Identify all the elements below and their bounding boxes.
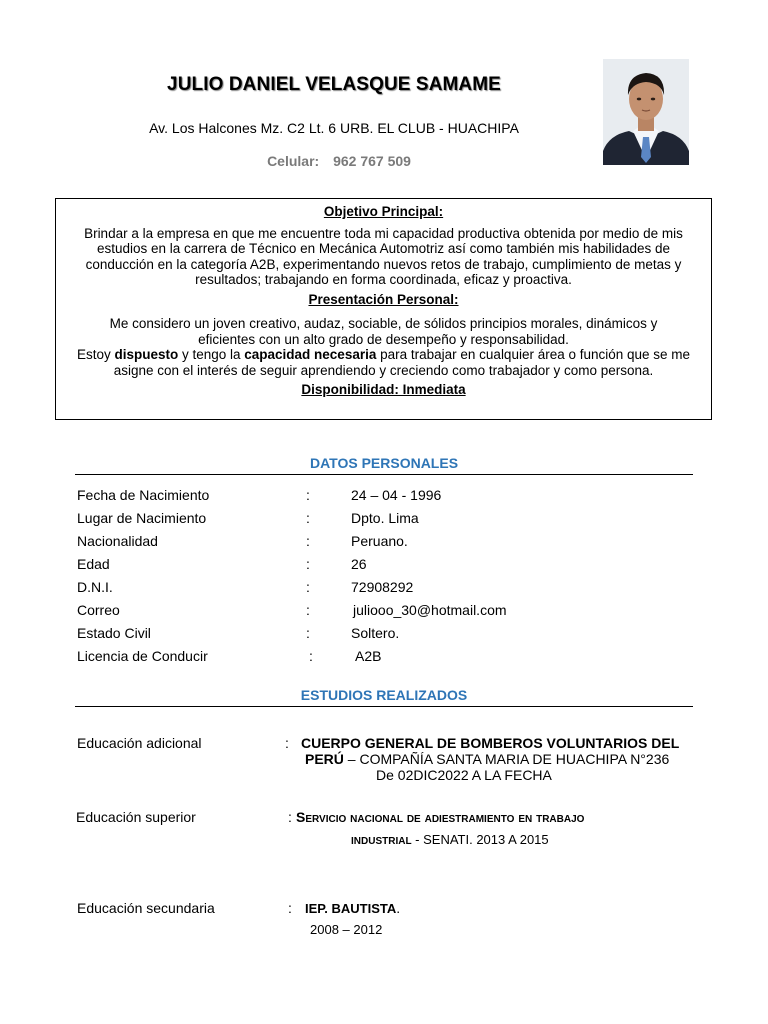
secondary-education-colon: : bbox=[288, 900, 292, 916]
additional-education-detail: CUERPO GENERAL DE BOMBEROS VOLUNTARIOS DEL PERÚ – COMPAÑÍA SANTA MARIA DE HUACHIPA N°236 De 02DIC2022 A LA FECHA bbox=[301, 735, 680, 783]
additional-education-colon: : bbox=[285, 735, 289, 751]
phone-number: 962 767 509 bbox=[333, 153, 411, 169]
presentation-heading: Presentación Personal: bbox=[308, 291, 459, 307]
objective-heading: Objetivo Principal: bbox=[323, 204, 444, 219]
additional-education-label: Educación adicional bbox=[77, 735, 202, 751]
objective-text: Brindar a la empresa en que me encuentre toda mi capacidad productiva obtenida por medio de mis estudios en la carrera de Técnico en Mecánica Automotriz así como también mis habilidades de conducción en la categoría A2B, experimentando nuevos retos de trabajo, cumplimiento de metas y resultados; trabajando en forma coordinada, eficaz y proactiva. bbox=[84, 225, 683, 287]
presentation-text: Me considero un joven creativo, audaz, sociable, de sólidos principios morales, dinámicos y eficientes con un alto grado de desempeño y responsabilidad. bbox=[109, 316, 658, 347]
summary-box bbox=[55, 198, 712, 420]
phone-label: Celular: bbox=[267, 153, 320, 169]
profile-photo bbox=[603, 59, 689, 165]
studies-heading: ESTUDIOS REALIZADOS bbox=[300, 687, 468, 703]
studies-divider bbox=[75, 706, 693, 707]
higher-education-label: Educación superior bbox=[76, 809, 196, 825]
higher-education-detail: industrial - SENATI. 2013 A 2015 bbox=[351, 831, 549, 847]
secondary-education-label: Educación secundaria bbox=[77, 900, 215, 916]
availability: Disponibilidad: Inmediata bbox=[301, 382, 466, 397]
secondary-education-school: IEP. BAUTISTA. bbox=[305, 900, 401, 916]
higher-education-institution: Servicio nacional de adiestramiento en trabajo bbox=[296, 809, 585, 825]
higher-education-colon: : bbox=[288, 809, 292, 825]
presentation-text-2: Estoy dispuesto y tengo la capacidad necesaria para trabajar en cualquier área o función que se me asigne con el interés de seguir aprendiendo y creciendo como trabajador y como persona. bbox=[76, 347, 691, 378]
secondary-education-years: 2008 – 2012 bbox=[310, 922, 383, 937]
personal-data-heading: DATOS PERSONALES bbox=[309, 455, 459, 471]
personal-data-divider bbox=[75, 474, 693, 475]
phone bbox=[0, 153, 678, 169]
address: Av. Los Halcones Mz. C2 Lt. 6 URB. EL CLUB - HUACHIPA bbox=[149, 120, 519, 136]
candidate-name: JULIO DANIEL VELASQUE SAMAME bbox=[167, 74, 501, 95]
